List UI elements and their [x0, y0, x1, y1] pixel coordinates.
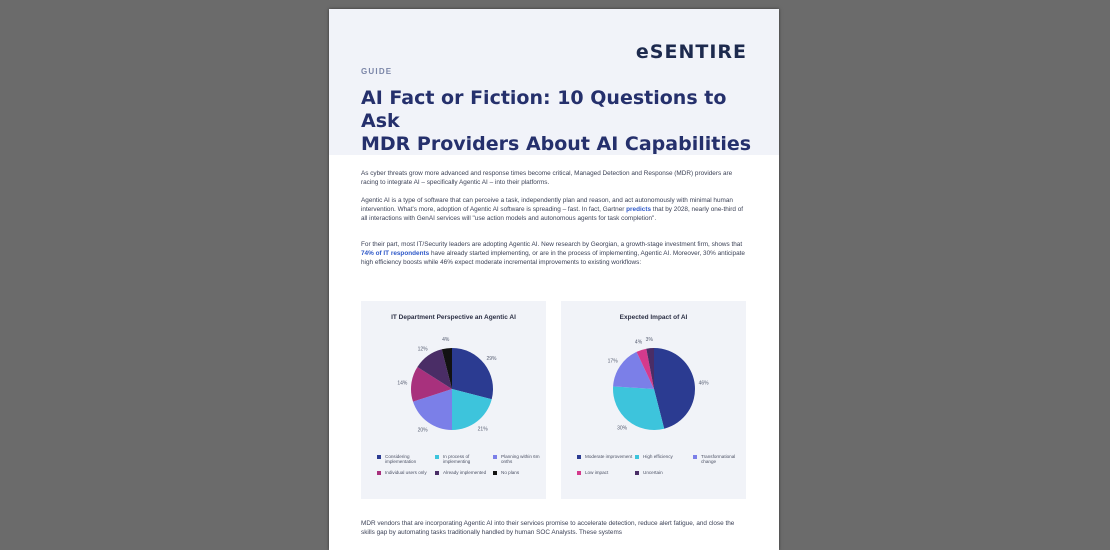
title-line-2: MDR Providers About AI Capabilities: [361, 133, 752, 155]
legend-item: [635, 454, 693, 459]
adoption-paragraph: [361, 241, 749, 267]
legend-item: [635, 470, 693, 475]
legend-item: [493, 470, 551, 475]
guide-kicker: GUIDE: [361, 67, 393, 76]
slice-value-label: 14%: [397, 380, 408, 387]
document-page: [329, 9, 779, 550]
legend-swatch: [377, 455, 381, 459]
slice-value-label: 12%: [417, 346, 428, 353]
legend-item: [493, 454, 551, 464]
predicts-link[interactable]: predicts: [626, 205, 652, 213]
chart-title: IT Department Perspective an Agentic AI: [391, 314, 516, 321]
slice-value-label: 4%: [442, 337, 450, 344]
legend-label: No plans: [501, 470, 520, 475]
chart-title: Expected Impact of AI: [619, 314, 688, 321]
slice-value-label: 3%: [645, 337, 653, 344]
legend-label: Transformational change: [701, 454, 736, 465]
legend-swatch: [435, 455, 439, 459]
legend-label: Uncertain: [643, 470, 663, 475]
agentic-ai-paragraph: [361, 197, 749, 223]
legend-swatch: [377, 471, 381, 475]
para3-text-a: For their part, most IT/Security leaders are adopting Agentic AI. New research by Georgian, a growth-stage investment firm, shows that: [361, 241, 743, 248]
title-line-1: AI Fact or Fiction: 10 Questions to Ask: [361, 87, 727, 132]
slice-value-label: 4%: [634, 339, 643, 346]
slice-value-label: 46%: [698, 380, 709, 387]
legend-item: [377, 470, 435, 475]
legend-item: [377, 454, 435, 464]
legend-swatch: [435, 471, 439, 475]
pie-chart-it-perspective: [361, 329, 546, 451]
page-title: [361, 87, 761, 156]
legend-label: Already implemented: [443, 470, 487, 475]
mdr-vendors-paragraph: MDR vendors that are incorporating Agentic AI into their services promise to accelerate detection, reduce alert fatigue, and close the skills gap by automating tasks traditionally handled by human SOC Analysts. These systems: [361, 520, 735, 536]
legend-item: [577, 454, 635, 459]
slice-value-label: 21%: [477, 426, 488, 433]
para2-text-a: Agentic AI is a type of software that can perceive a task, independently plan and reason, and act autonomously with minimal human intervention. What's more, adoption of Agentic AI software is spreading – fast. In fact, Gartner: [361, 197, 733, 213]
legend-label: In process of implementing: [443, 454, 471, 465]
chart-card-it-perspective: [361, 301, 546, 499]
legend-swatch: [693, 455, 697, 459]
legend-swatch: [635, 471, 639, 475]
para3-text-b: have already started implementing, or are in the process of implementing, Agentic AI. Moreover, 30% anticipate high efficiency boosts while 46% expect moderate incremental improvements to existing workflows:: [361, 249, 745, 266]
respondents-link[interactable]: 74% of IT respondents: [361, 249, 430, 257]
legend-swatch: [493, 455, 497, 459]
chart-card-expected-impact: [561, 301, 746, 499]
legend-swatch: [577, 455, 581, 459]
slice-value-label: 20%: [417, 427, 428, 434]
legend-label: Individual users only: [385, 470, 427, 475]
pie-chart-expected-impact: [561, 329, 746, 451]
legend-label: Low impact: [585, 470, 609, 475]
legend-label: High efficiency: [643, 454, 673, 459]
legend-item: [693, 454, 751, 464]
slice-value-label: 30%: [617, 425, 628, 432]
legend-swatch: [577, 471, 581, 475]
slice-value-label: 29%: [486, 356, 497, 363]
legend-item: [435, 454, 493, 464]
legend-label: Considering implementation: [385, 454, 417, 465]
slice-value-label: 17%: [607, 358, 618, 365]
legend-item: [577, 470, 635, 475]
legend-label: Planning within 6m onths: [501, 454, 540, 465]
legend-swatch: [635, 455, 639, 459]
intro-paragraph: As cyber threats grow more advanced and response times become critical, Managed Detection and Response (MDR) providers are racing to integrate AI – specifically Agentic AI – into their platforms.: [361, 170, 733, 186]
para2-text-b: that by 2028, nearly one-third of all interactions with GenAI services will "use action models and autonomous agents for task completion".: [361, 205, 744, 222]
esentire-logo: eSENTIRE: [635, 41, 747, 63]
legend-swatch: [493, 471, 497, 475]
legend-item: [435, 470, 493, 475]
legend-label: Moderate improvement: [585, 454, 633, 459]
